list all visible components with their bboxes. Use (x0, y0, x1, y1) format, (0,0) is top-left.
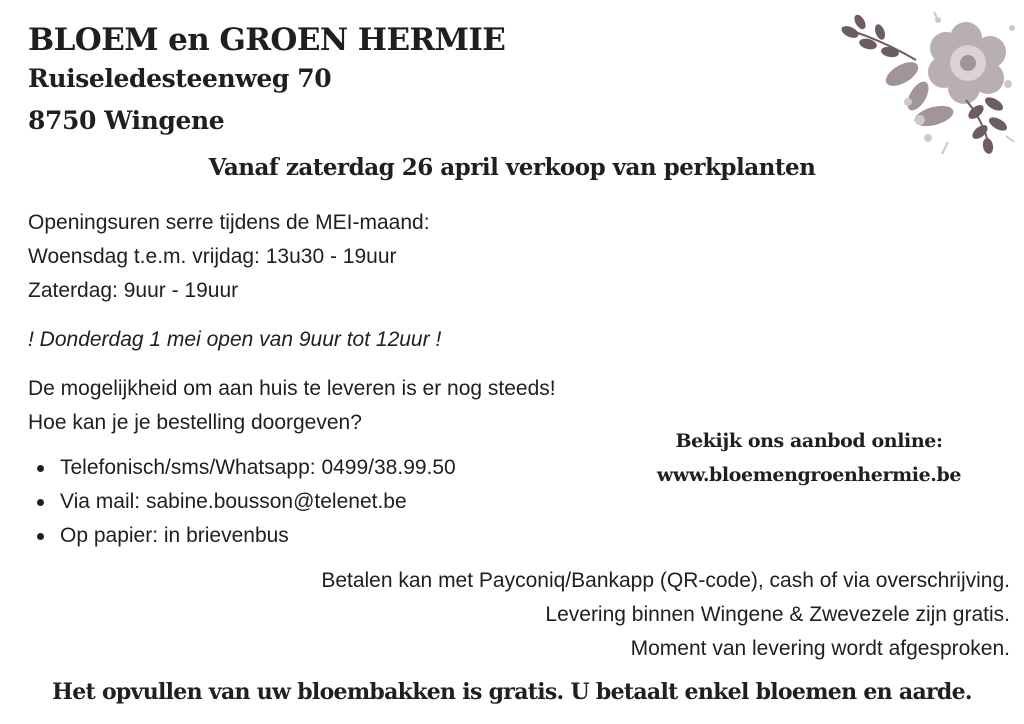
order-method-mail: Via mail: sabine.bousson@telenet.be (28, 490, 456, 524)
delivery-intro: De mogelijkheid om aan huis te leveren is er nog steeds! (28, 377, 556, 400)
payment-methods: Betalen kan met Payconiq/Bankapp (QR-code), cash of via overschrijving. (321, 569, 1010, 592)
opening-hours-title: Openingsuren serre tijdens de MEI-maand: (28, 211, 430, 234)
business-name: BLOEM en GROEN HERMIE (28, 22, 506, 58)
order-methods-list (28, 456, 456, 558)
opening-hours-saturday: Zaterdag: 9uur - 19uur (28, 279, 239, 302)
opening-hours-weekday: Woensdag t.e.m. vrijdag: 13u30 - 19uur (28, 245, 397, 268)
flower-bouquet-icon (838, 8, 1018, 160)
leaf-sprig-left (840, 13, 900, 59)
online-offer-label: Bekijk ons aanbod online: (675, 430, 943, 452)
leaf-sprig-right (966, 95, 1009, 155)
order-question: Hoe kan je je bestelling doorgeven? (28, 411, 362, 434)
delivery-free-note: Levering binnen Wingene & Zwevezele zijn gratis. (545, 603, 1010, 626)
headline: Vanaf zaterdag 26 april verkoop van perkplanten (208, 154, 816, 181)
website-url: www.bloemengroenhermie.be (656, 464, 962, 486)
address-street: Ruiseledesteenweg 70 (28, 64, 332, 93)
holiday-note: ! Donderdag 1 mei open van 9uur tot 12uur ! (28, 328, 442, 351)
order-method-paper: Op papier: in brievenbus (28, 524, 456, 558)
order-method-phone: Telefonisch/sms/Whatsapp: 0499/38.99.50 (28, 456, 456, 490)
delivery-moment-note: Moment van levering wordt afgesproken. (630, 637, 1010, 660)
address-city: 8750 Wingene (28, 106, 225, 135)
footer-note: Het opvullen van uw bloembakken is gratis. U betaalt enkel bloemen en aarde. (52, 679, 972, 705)
